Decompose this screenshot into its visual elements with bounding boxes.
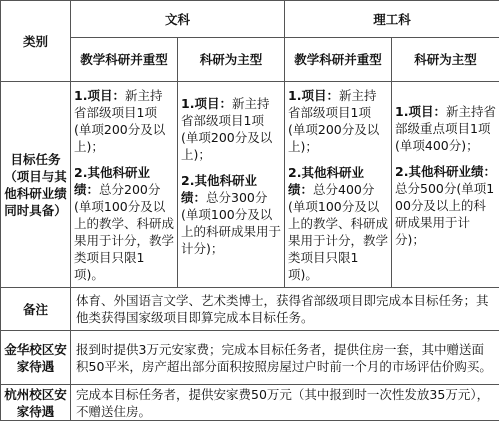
item-text: 总分200分(单项100分及以上的教学、科研成果用于计分，教学类项目只限1项)。	[74, 182, 174, 282]
spacer	[181, 266, 281, 275]
arts-research-item1	[181, 96, 272, 162]
item-heading: 1.项目：	[288, 88, 339, 103]
item-heading: 2.其他科研业绩：	[181, 173, 257, 205]
item-text: 总分500分(单项100分及以上的科研成果用于计分)；	[395, 181, 494, 247]
item-text: 新主持省部级项目1项(单项200分及以上)；	[181, 96, 272, 162]
science-teaching-item2	[288, 165, 388, 282]
arts-teaching-item1	[74, 88, 165, 154]
hangzhou-benefits-cell	[71, 385, 499, 421]
spacer	[395, 257, 496, 266]
arts-research-type-header	[178, 38, 285, 82]
spacer	[181, 163, 281, 172]
science-research-type-text: 科研为主型	[414, 52, 477, 67]
item-heading: 2.其他科研业绩：	[395, 164, 496, 179]
notes-text: 体育、外国语言文学、艺术类博士，获得省部级项目即完成本目标任务；其他类获得国家级项目即算完成本目标任务。	[76, 293, 489, 325]
hangzhou-benefits-label	[1, 385, 71, 421]
spacer	[74, 155, 174, 164]
science-teaching-item1	[288, 88, 379, 154]
arts-teaching-type-header	[71, 38, 178, 82]
science-group-header	[285, 1, 499, 38]
science-teaching-type-text: 教学科研并重型	[294, 52, 382, 67]
notes-label-text: 备注	[23, 302, 48, 317]
spacer	[395, 154, 496, 163]
science-research-item1	[395, 104, 496, 153]
target-task-label-text: 目标任务（项目与其他科研业绩同时具备）	[4, 152, 67, 218]
item-text: 总分300分(单项100分及以上的科研成果用于计分)；	[181, 190, 281, 256]
arts-teaching-item2	[74, 165, 174, 282]
spacer	[395, 248, 496, 257]
jinhua-benefits-label-text: 金华校区安家待遇	[4, 342, 67, 374]
arts-research-item2	[181, 173, 281, 256]
science-research-target-cell	[392, 82, 499, 288]
science-research-type-header	[392, 38, 499, 82]
arts-research-type-text: 科研为主型	[200, 52, 263, 67]
arts-teaching-target-cell	[71, 82, 178, 288]
item-text: 新主持省部级项目1项(单项200分及以上)；	[288, 88, 379, 154]
spacer	[288, 155, 388, 164]
jinhua-benefits-label	[1, 331, 71, 385]
spacer	[181, 257, 281, 266]
hangzhou-benefits-text: 完成本目标任务者，提供安家费50万元（其中报到时一次性发放35万元），不赠送住房。	[76, 387, 489, 419]
item-heading: 1.项目：	[395, 104, 446, 119]
item-heading: 1.项目：	[181, 96, 232, 111]
target-task-label	[1, 82, 71, 288]
science-teaching-type-header	[285, 38, 392, 82]
item-text: 新主持省部级重点项目1项(单项400分)；	[395, 104, 496, 153]
notes-text-cell	[71, 288, 499, 331]
item-heading: 2.其他科研业绩：	[74, 165, 150, 197]
arts-group-header-text: 文科	[165, 12, 190, 27]
item-text: 新主持省部级项目1项(单项200分及以上)；	[74, 88, 165, 154]
arts-research-target-cell	[178, 82, 285, 288]
item-heading: 2.其他科研业绩：	[288, 165, 364, 197]
science-group-header-text: 理工科	[373, 12, 411, 27]
category-header	[1, 1, 71, 82]
item-heading: 1.项目：	[74, 88, 125, 103]
hangzhou-benefits-label-text: 杭州校区安家待遇	[4, 387, 67, 419]
item-text: 总分400分(单项100分及以上的教学、科研成果用于计分，教学类项目只限1项)。	[288, 182, 388, 282]
category-header-text: 类别	[23, 34, 48, 49]
science-teaching-target-cell	[285, 82, 392, 288]
notes-label	[1, 288, 71, 331]
jinhua-benefits-cell	[71, 331, 499, 385]
jinhua-benefits-text: 报到时提供3万元安家费；完成本目标任务者，提供住房一套，其中赠送面积50平米，房产超出部分面积按照房屋过户时前一个月的市场评估价购买。	[76, 342, 492, 374]
science-research-item2	[395, 164, 496, 247]
arts-group-header	[71, 1, 285, 38]
arts-teaching-type-text: 教学科研并重型	[80, 52, 168, 67]
